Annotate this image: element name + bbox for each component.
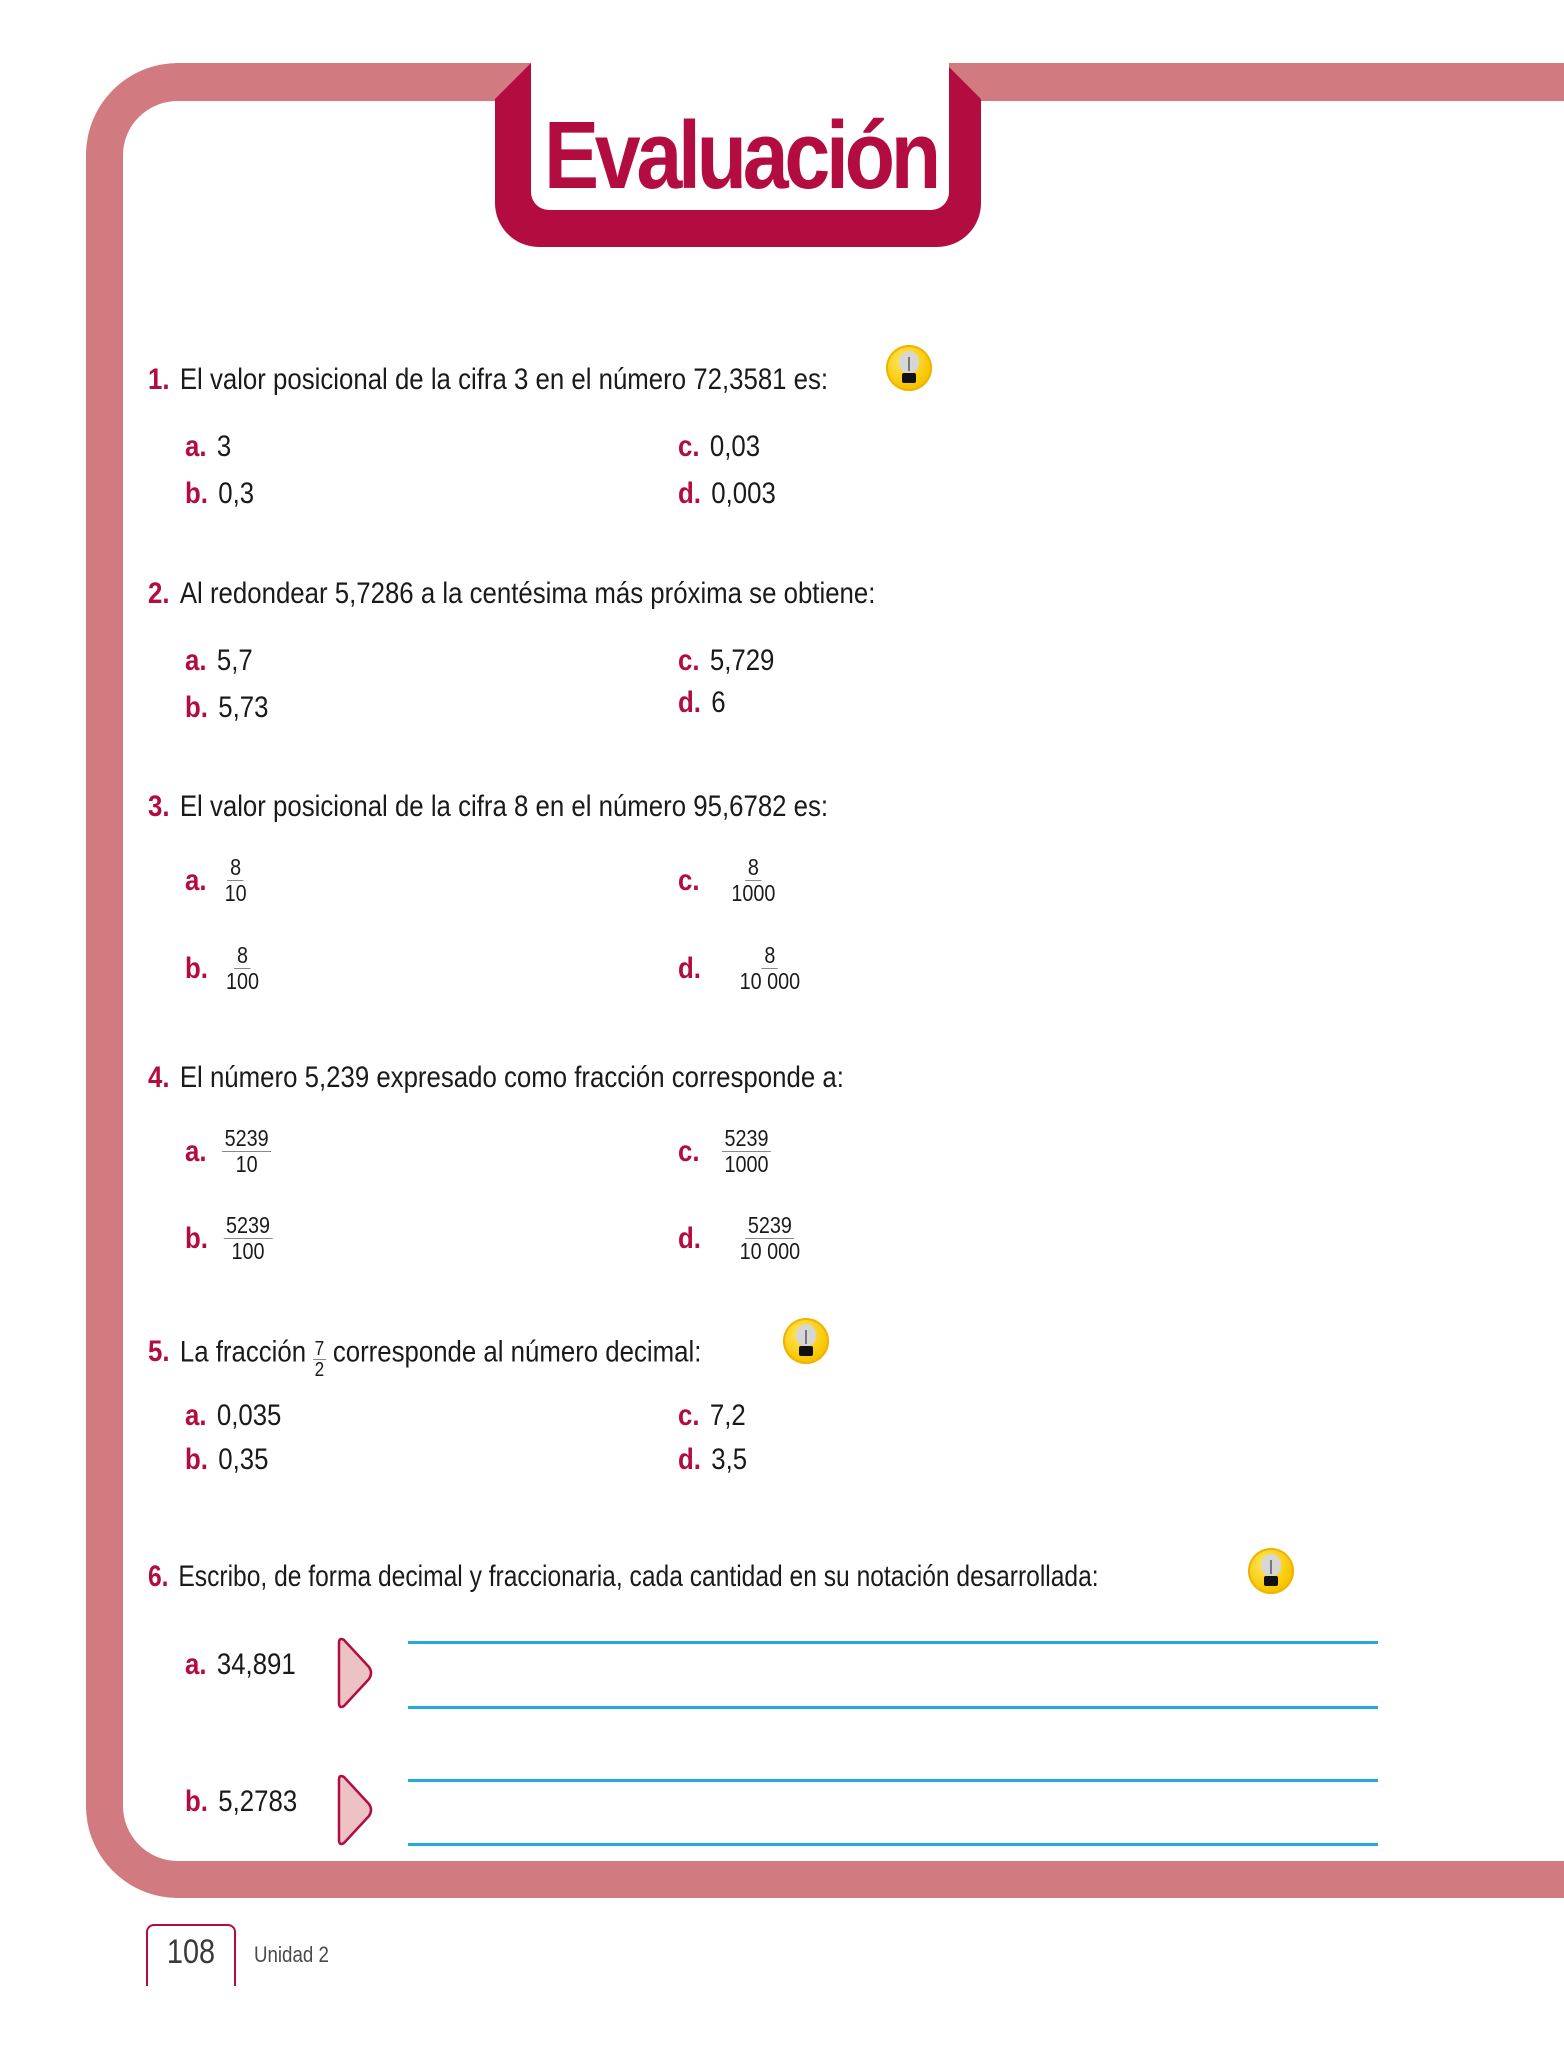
- option-5b[interactable]: [185, 1445, 268, 1475]
- option-value: 6: [711, 686, 726, 719]
- option-letter: b.: [185, 951, 208, 985]
- frame-left-band: [86, 150, 123, 1810]
- option-letter: d.: [678, 1443, 701, 1476]
- unit-label: Unidad 2: [254, 1942, 329, 1967]
- fraction: $\frac{5239}{10 000}$: [739, 1212, 801, 1264]
- option-4d[interactable]: [678, 1214, 803, 1263]
- question-number: 3.: [148, 790, 170, 823]
- question-number: 5.: [148, 1335, 170, 1369]
- option-value: 0,35: [218, 1443, 269, 1476]
- option-3d[interactable]: [678, 944, 803, 993]
- option-2c[interactable]: [678, 646, 774, 676]
- option-letter: a.: [185, 1134, 207, 1168]
- option-5d[interactable]: [678, 1445, 747, 1475]
- lightbulb-hint-icon[interactable]: [783, 1318, 829, 1364]
- option-5c[interactable]: [678, 1401, 746, 1431]
- option-3b[interactable]: [185, 944, 262, 993]
- page-title: Evaluación: [543, 102, 937, 209]
- fraction: $\frac{8}{10}$: [224, 854, 247, 906]
- option-letter: a.: [185, 1399, 207, 1432]
- option-value: 3,5: [711, 1443, 748, 1476]
- option-letter: d.: [678, 686, 701, 719]
- option-letter: c.: [678, 1399, 700, 1432]
- option-4c[interactable]: [678, 1127, 771, 1176]
- question-4: [148, 1063, 844, 1093]
- option-2b[interactable]: [185, 693, 268, 723]
- option-value: 5,73: [218, 691, 269, 724]
- title-tab-fold-right: [945, 63, 981, 99]
- question-number: 2.: [148, 577, 170, 610]
- option-3a[interactable]: [185, 856, 249, 905]
- option-letter: c.: [678, 430, 700, 463]
- question-text: Al redondear 5,7286 a la centésima más próxima se obtiene:: [179, 577, 876, 610]
- question-text: El número 5,239 expresado como fracción corresponde a:: [179, 1061, 844, 1094]
- option-value: 0,035: [216, 1399, 282, 1432]
- arrow-pointer-icon: [335, 1635, 375, 1711]
- option-value: 0,003: [711, 477, 776, 510]
- question-number: 4.: [148, 1061, 170, 1094]
- item-letter: b.: [185, 1785, 208, 1818]
- answer-line-6b-1[interactable]: [408, 1779, 1378, 1782]
- fraction: $\frac{8}{1000}$: [731, 854, 776, 906]
- question-text-before: La fracción: [179, 1335, 307, 1369]
- option-4b[interactable]: [185, 1214, 273, 1263]
- item-6b: [185, 1787, 297, 1817]
- question-text-after: corresponde al número decimal:: [332, 1335, 702, 1369]
- question-6: [148, 1562, 1099, 1592]
- option-2d[interactable]: [678, 688, 726, 718]
- option-3c[interactable]: [678, 856, 778, 905]
- item-letter: a.: [185, 1648, 207, 1681]
- option-1a[interactable]: [185, 432, 231, 462]
- question-3: [148, 792, 828, 822]
- item-6a: [185, 1650, 296, 1680]
- option-letter: b.: [185, 477, 208, 510]
- option-letter: b.: [185, 691, 208, 724]
- question-text: El valor posicional de la cifra 3 en el número 72,3581 es:: [179, 363, 829, 396]
- option-letter: c.: [678, 863, 700, 897]
- option-value: 3: [216, 430, 232, 463]
- option-4a[interactable]: [185, 1127, 271, 1176]
- option-letter: a.: [185, 430, 207, 463]
- question-2: [148, 579, 875, 609]
- question-number: 6.: [148, 1560, 169, 1593]
- question-number: 1.: [148, 363, 170, 396]
- option-letter: d.: [678, 951, 701, 985]
- inline-fraction: $\frac{7}{2}$: [314, 1338, 325, 1381]
- arrow-pointer-icon: [335, 1772, 375, 1848]
- item-value: 5,2783: [218, 1785, 298, 1818]
- question-5: [148, 1333, 702, 1381]
- page-number: 108: [166, 1933, 216, 1971]
- answer-line-6b-2[interactable]: [408, 1843, 1378, 1846]
- option-letter: c.: [678, 644, 700, 677]
- option-1c[interactable]: [678, 432, 760, 462]
- option-letter: d.: [678, 477, 701, 510]
- fraction: $\frac{5239}{10}$: [222, 1127, 271, 1176]
- question-text: Escribo, de forma decimal y fraccionaria, cada cantidad en su notación desarrollada:: [178, 1560, 1099, 1593]
- fraction: $\frac{8}{10 000}$: [739, 942, 801, 994]
- option-1b[interactable]: [185, 479, 254, 509]
- option-1d[interactable]: [678, 479, 776, 509]
- fraction: $\frac{5239}{100}$: [223, 1214, 272, 1263]
- answer-line-6a-1[interactable]: [408, 1641, 1378, 1644]
- question-text: El valor posicional de la cifra 8 en el número 95,6782 es:: [179, 790, 829, 823]
- item-value: 34,891: [216, 1648, 296, 1681]
- option-value: 7,2: [709, 1399, 746, 1432]
- title-tab-fold-left: [495, 63, 531, 99]
- option-5a[interactable]: [185, 1401, 281, 1431]
- option-letter: d.: [678, 1221, 701, 1255]
- option-value: 5,7: [216, 644, 253, 677]
- title-panel: [531, 63, 949, 210]
- option-value: 5,729: [709, 644, 775, 677]
- fraction: $\frac{5239}{1000}$: [722, 1127, 771, 1176]
- option-letter: c.: [678, 1134, 700, 1168]
- lightbulb-hint-icon[interactable]: [886, 345, 932, 391]
- frame-bottom-band: [175, 1861, 1564, 1898]
- option-2a[interactable]: [185, 646, 253, 676]
- option-letter: b.: [185, 1443, 208, 1476]
- option-value: 0,03: [709, 430, 761, 463]
- option-letter: a.: [185, 863, 207, 897]
- question-1: [148, 365, 828, 395]
- option-letter: a.: [185, 644, 207, 677]
- answer-line-6a-2[interactable]: [408, 1706, 1378, 1709]
- fraction: $\frac{8}{100}$: [225, 942, 260, 994]
- option-value: 0,3: [218, 477, 255, 510]
- lightbulb-hint-icon[interactable]: [1248, 1548, 1294, 1594]
- option-letter: b.: [185, 1221, 208, 1255]
